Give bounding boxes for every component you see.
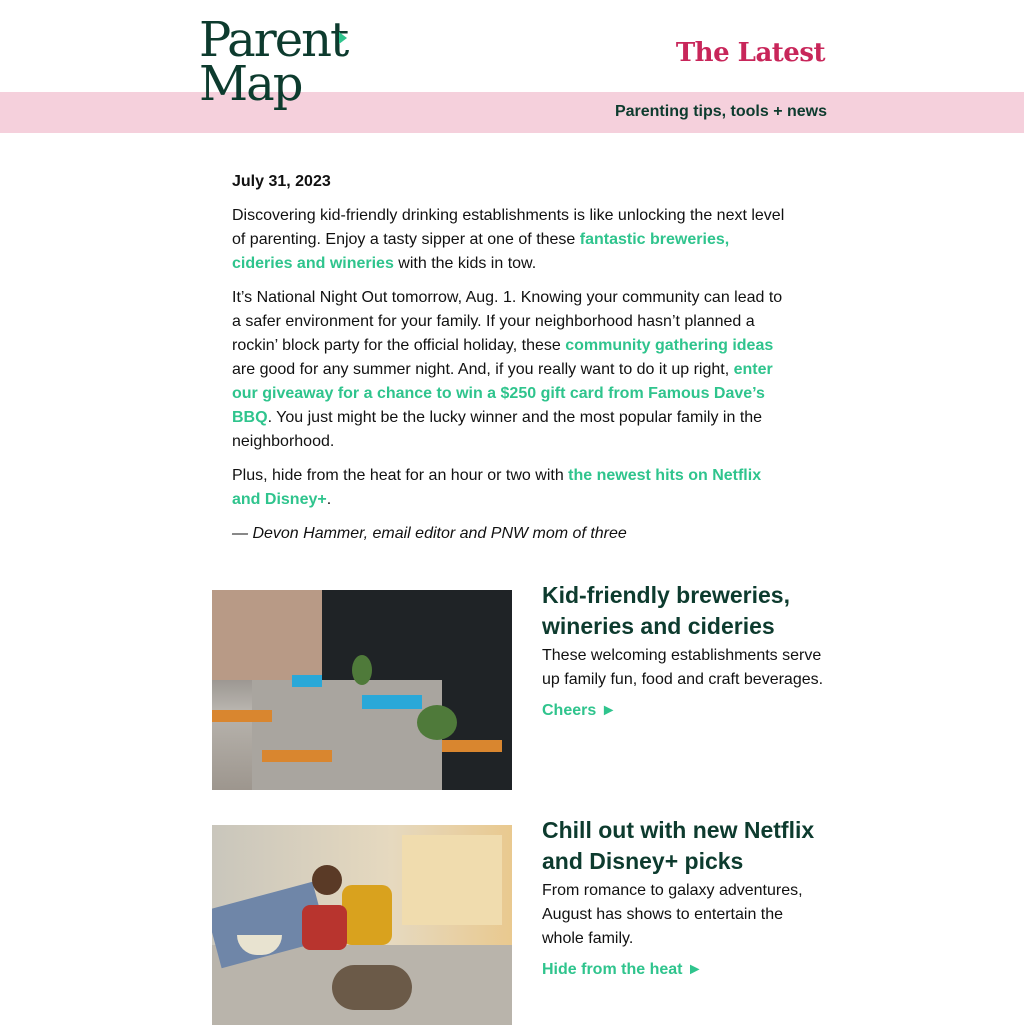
logo-text-line2: Map	[199, 56, 302, 112]
tagline: Parenting tips, tools + news	[614, 103, 827, 120]
inline-link[interactable]: fantastic breweries, cideries and wineries	[232, 231, 730, 272]
brewery-photo[interactable]	[212, 590, 512, 790]
family-couch-photo[interactable]	[212, 825, 512, 1025]
tagline-band	[0, 92, 1024, 133]
paragraph-text: . You just might be the lucky winner and the most popular family in the neighborhood.	[232, 409, 763, 450]
inline-link[interactable]: enter our giveaway for a chance to win a $250 gift card from Famous Dave’s BBQ	[232, 361, 773, 426]
paragraph-text: Plus, hide from the heat for an hour or two with	[232, 467, 569, 484]
paragraph-text: are good for any summer night. And, if you really want to do it up right,	[232, 361, 734, 378]
intro-paragraph-3	[232, 464, 792, 512]
intro-paragraph-1	[232, 204, 792, 276]
article-title[interactable]: Chill out with new Netflix and Disney+ picks	[542, 817, 815, 874]
play-triangle-icon	[339, 32, 347, 44]
article-description: These welcoming establishments serve up family fun, food and craft beverages.	[542, 647, 824, 688]
paragraph-text: .	[326, 491, 332, 508]
signature: — Devon Hammer, email editor and PNW mom of three	[232, 525, 627, 542]
inline-link[interactable]: the newest hits on Netflix and Disney+	[232, 467, 762, 508]
newsletter-title: The Latest	[675, 38, 825, 68]
intro-paragraph-2	[232, 286, 792, 454]
article-title[interactable]: Kid-friendly breweries, wineries and cideries	[542, 582, 790, 639]
hide-from-heat-link[interactable]: Hide from the heat ►	[542, 961, 703, 978]
parentmap-logo[interactable]	[199, 12, 348, 112]
article-description: From romance to galaxy adventures, August has shows to entertain the whole family.	[542, 882, 803, 947]
cheers-link[interactable]: Cheers ►	[542, 702, 617, 719]
logo-text-line1: Parent	[199, 12, 348, 68]
paragraph-text: with the kids in tow.	[393, 255, 537, 272]
date: July 31, 2023	[232, 173, 331, 190]
paragraph-text: Discovering kid-friendly drinking establishments is like unlocking the next level of parenting. Enjoy a tasty sipper at one of these	[232, 207, 785, 248]
intro	[232, 170, 792, 556]
paragraph-text: It’s National Night Out tomorrow, Aug. 1. Knowing your community can lead to a safer environment for your family. If your neighborhood hasn’t planned a rockin’ block party for the official holiday, these	[232, 289, 783, 354]
inline-link[interactable]: community gathering ideas	[565, 337, 774, 354]
